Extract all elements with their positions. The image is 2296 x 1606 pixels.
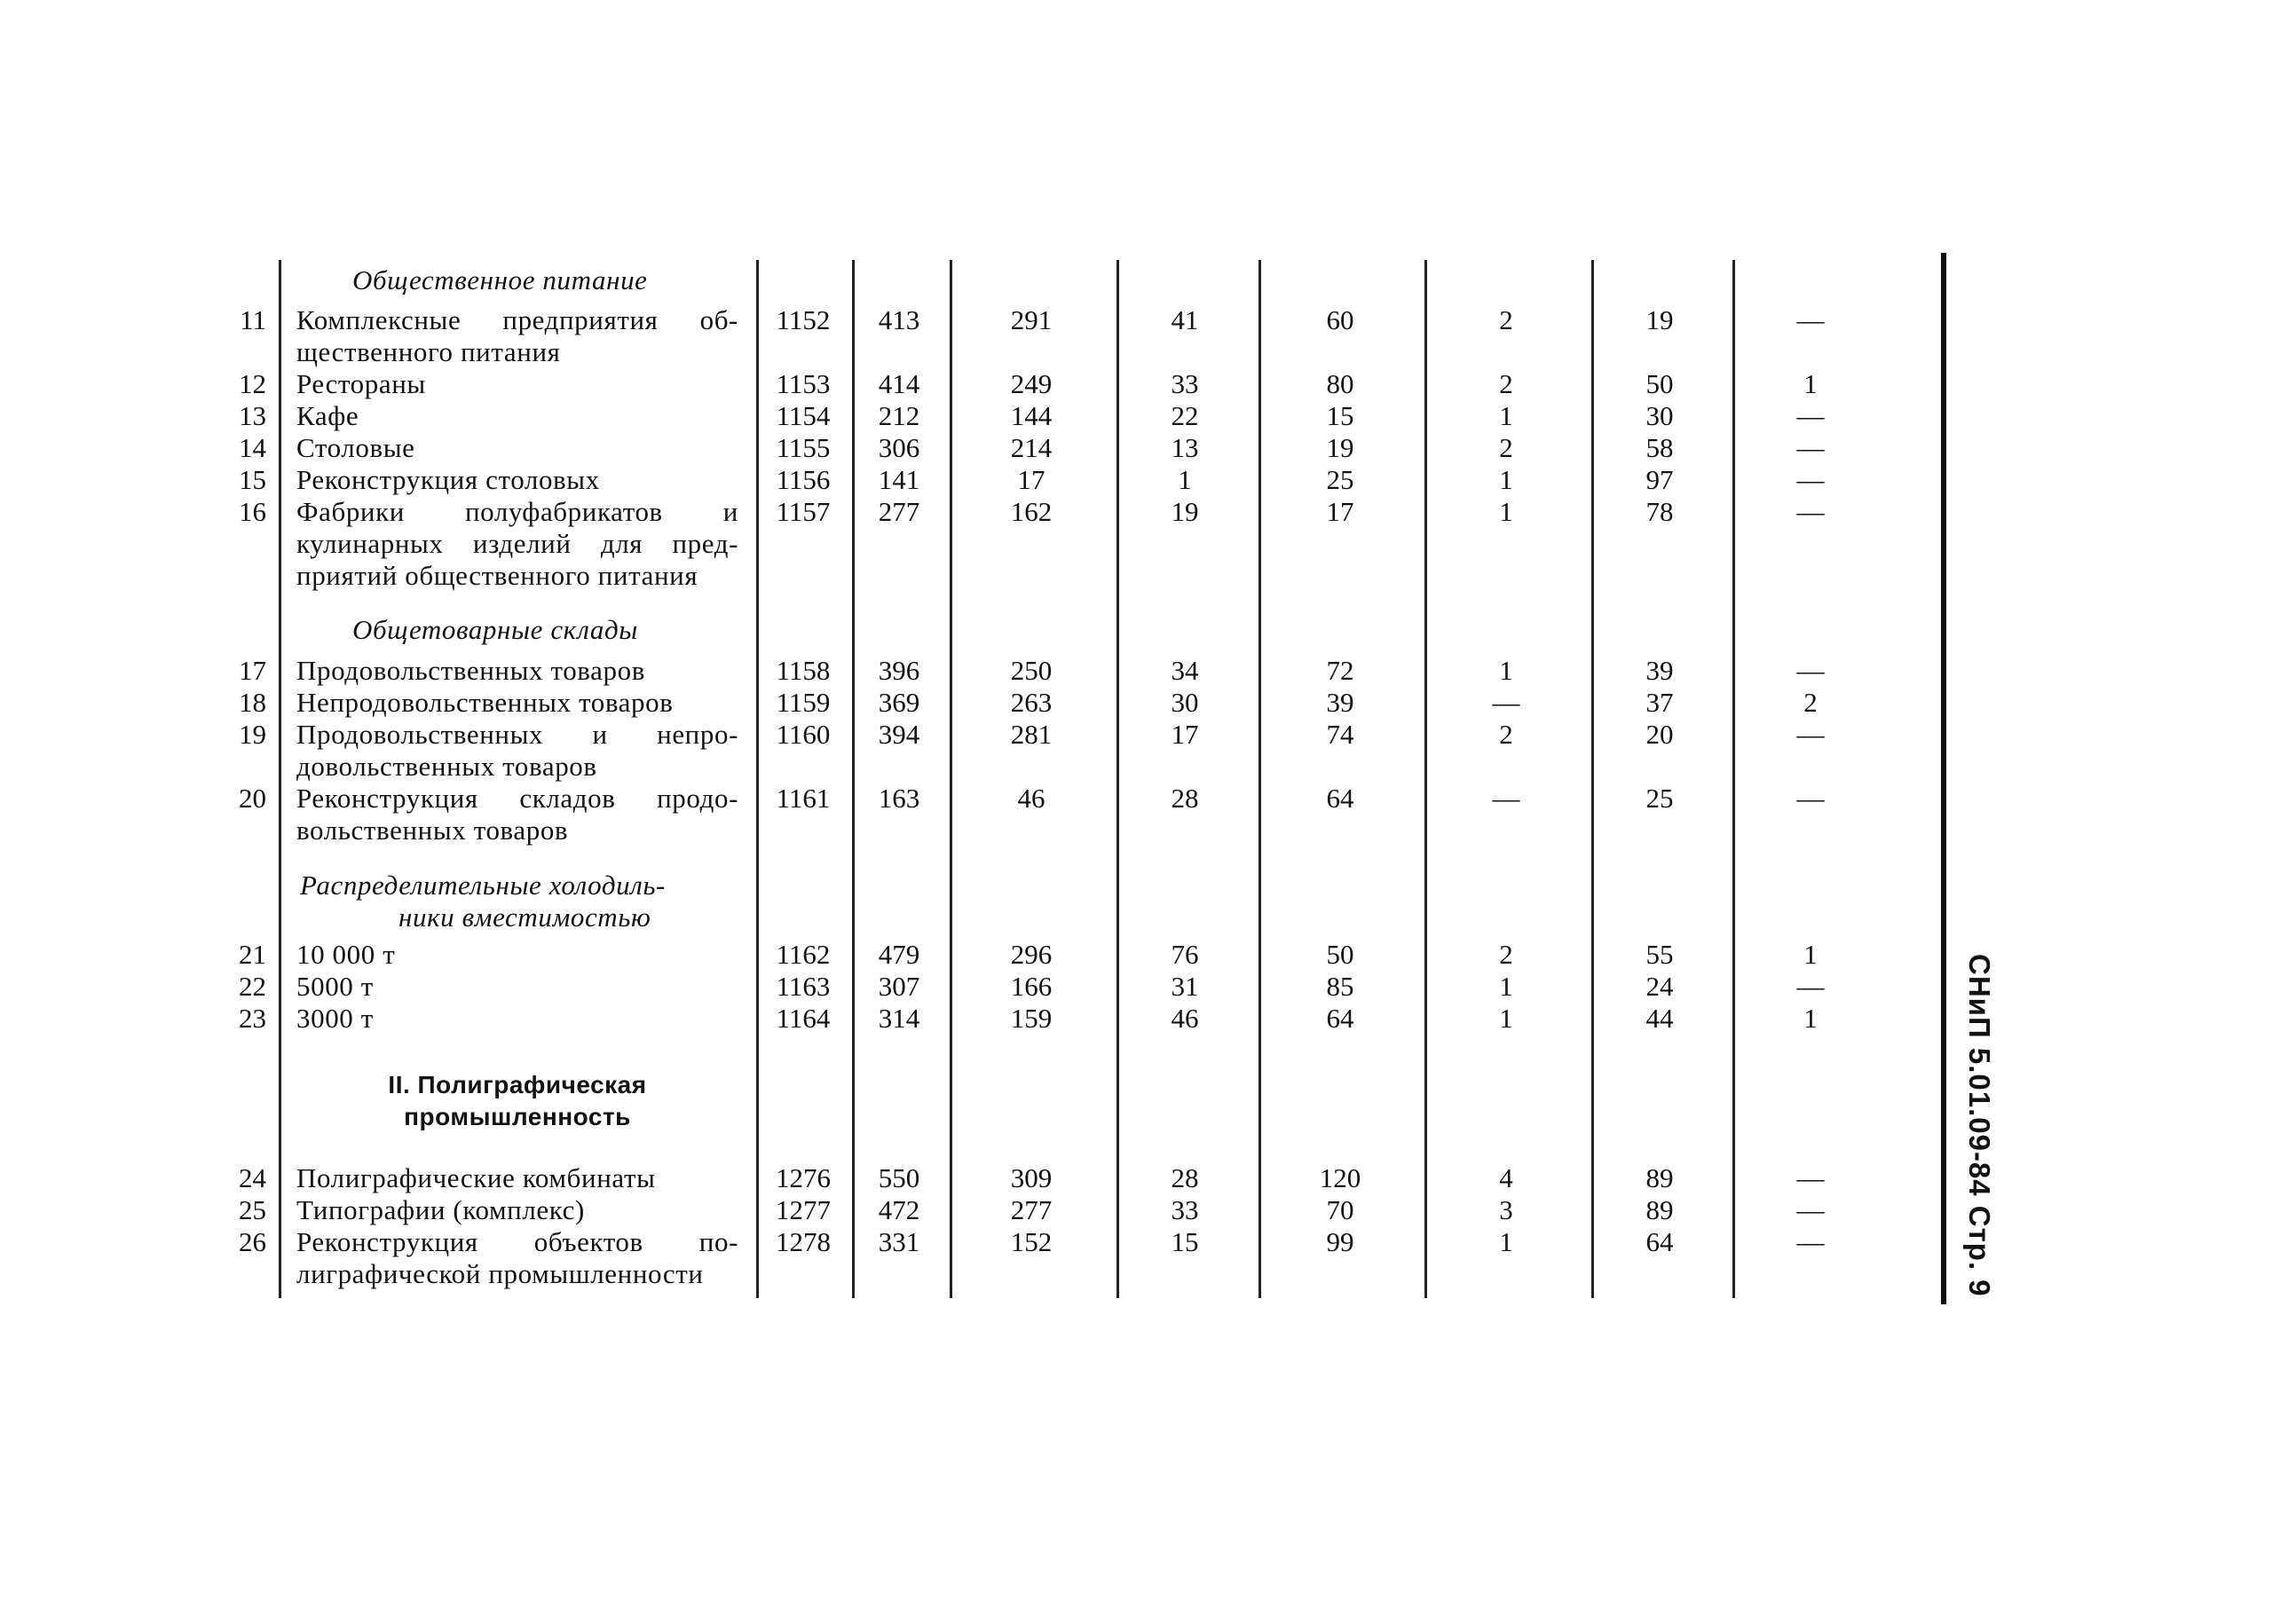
row-name-line: Типографии (комплекс) (296, 1194, 585, 1225)
cell-col-1: 1278 (776, 1226, 831, 1257)
cell-col-4: 19 (1171, 496, 1199, 527)
cell-col-7: 50 (1645, 368, 1674, 399)
cell-col-5: 74 (1326, 719, 1354, 750)
cell-col-2: 163 (878, 783, 920, 814)
row-number: 12 (239, 368, 266, 399)
column-rule (1424, 260, 1427, 1298)
cell-col-5: 80 (1326, 368, 1354, 399)
cell-col-3: 152 (1010, 1226, 1053, 1257)
row-name-line: вольственных товаров (296, 815, 569, 846)
cell-col-4: 28 (1171, 783, 1199, 814)
cell-col-7: 58 (1645, 432, 1674, 463)
cell-col-7: 55 (1645, 939, 1674, 970)
cell-col-3: 281 (1010, 719, 1053, 750)
cell-col-1: 1276 (776, 1162, 831, 1193)
cell-col-7: 97 (1645, 464, 1674, 495)
column-rule (1591, 260, 1594, 1298)
cell-col-8: — (1796, 719, 1825, 750)
cell-col-7: 37 (1645, 687, 1674, 718)
cell-col-8: — (1796, 1226, 1825, 1257)
cell-col-3: 159 (1010, 1003, 1053, 1034)
cell-col-2: 413 (878, 304, 920, 335)
cell-col-5: 70 (1326, 1194, 1354, 1225)
cell-col-4: 28 (1171, 1162, 1199, 1193)
cell-col-8: 1 (1803, 939, 1818, 970)
column-rule (852, 260, 855, 1298)
column-rule (1258, 260, 1261, 1298)
cell-col-8: — (1796, 655, 1825, 686)
cell-col-3: 249 (1010, 368, 1053, 399)
cell-col-5: 64 (1326, 783, 1354, 814)
cell-col-2: 550 (878, 1162, 920, 1193)
row-name-line: 10 000 т (296, 939, 396, 970)
cell-col-8: — (1796, 432, 1825, 463)
cell-col-7: 89 (1645, 1194, 1674, 1225)
row-name-line: кулинарных изделий для пред- (296, 528, 738, 559)
cell-col-8: 2 (1803, 687, 1818, 718)
cell-col-1: 1161 (776, 783, 831, 814)
cell-col-5: 50 (1326, 939, 1354, 970)
row-number: 21 (239, 939, 266, 970)
cell-col-8: — (1796, 400, 1825, 431)
cell-col-4: 76 (1171, 939, 1199, 970)
cell-col-3: 296 (1010, 939, 1053, 970)
section-heading-cold-line2: ники вместимостью (398, 901, 651, 933)
cell-col-7: 30 (1645, 400, 1674, 431)
column-rule (1116, 260, 1119, 1298)
row-number: 19 (239, 719, 266, 750)
cell-col-4: 17 (1171, 719, 1199, 750)
cell-col-5: 85 (1326, 971, 1354, 1002)
cell-col-7: 39 (1645, 655, 1674, 686)
cell-col-7: 64 (1645, 1226, 1674, 1257)
cell-col-8: 1 (1803, 368, 1818, 399)
cell-col-6: 1 (1499, 496, 1513, 527)
cell-col-6: 1 (1499, 1226, 1513, 1257)
cell-col-2: 212 (878, 400, 920, 431)
row-number: 22 (239, 971, 266, 1002)
cell-col-2: 306 (878, 432, 920, 463)
cell-col-6: 2 (1499, 304, 1513, 335)
cell-col-7: 25 (1645, 783, 1674, 814)
cell-col-6: 1 (1499, 655, 1513, 686)
cell-col-5: 64 (1326, 1003, 1354, 1034)
row-number: 26 (239, 1226, 266, 1257)
cell-col-1: 1159 (776, 687, 831, 718)
column-rule (756, 260, 759, 1298)
cell-col-6: 4 (1499, 1162, 1513, 1193)
row-name-line: Полиграфические комбинаты (296, 1162, 656, 1193)
cell-col-6: 1 (1499, 1003, 1513, 1034)
cell-col-6: 2 (1499, 432, 1513, 463)
cell-col-2: 479 (878, 939, 920, 970)
cell-col-7: 24 (1645, 971, 1674, 1002)
row-name-line: 5000 т (296, 971, 374, 1002)
row-number: 25 (239, 1194, 266, 1225)
row-name-line: Фабрики полуфабрикатов и (296, 496, 738, 527)
cell-col-1: 1158 (776, 655, 831, 686)
section-heading-printing-line1: II. Полиграфическая (388, 1071, 647, 1098)
cell-col-5: 39 (1326, 687, 1354, 718)
section-heading-cold-line1: Распределительные холодиль- (300, 870, 666, 901)
cell-col-1: 1155 (776, 432, 831, 463)
cell-col-5: 72 (1326, 655, 1354, 686)
column-rule (1732, 260, 1735, 1298)
right-edge-rule (1941, 253, 1946, 1304)
cell-col-4: 30 (1171, 687, 1199, 718)
row-number: 14 (239, 432, 266, 463)
row-name-line: щественного питания (296, 336, 561, 367)
cell-col-2: 141 (878, 464, 920, 495)
cell-col-4: 41 (1171, 304, 1199, 335)
cell-col-2: 369 (878, 687, 920, 718)
cell-col-1: 1152 (776, 304, 831, 335)
row-name-line: Реконструкция столовых (296, 464, 600, 495)
cell-col-1: 1157 (776, 496, 831, 527)
section-heading-warehouses: Общетоварные склады (352, 614, 638, 645)
row-number: 18 (239, 687, 266, 718)
cell-col-8: — (1796, 304, 1825, 335)
cell-col-8: — (1796, 496, 1825, 527)
cell-col-6: 2 (1499, 368, 1513, 399)
cell-col-2: 277 (878, 496, 920, 527)
section-heading-printing-line2: промышленность (404, 1103, 631, 1130)
cell-col-4: 33 (1171, 368, 1199, 399)
row-name-line: Продовольственных товаров (296, 655, 645, 686)
cell-col-6: 1 (1499, 400, 1513, 431)
cell-col-5: 25 (1326, 464, 1354, 495)
cell-col-2: 394 (878, 719, 920, 750)
row-number: 11 (240, 304, 266, 335)
cell-col-3: 17 (1017, 464, 1045, 495)
cell-col-5: 19 (1326, 432, 1354, 463)
cell-col-6: — (1492, 687, 1520, 718)
row-number: 24 (239, 1162, 266, 1193)
cell-col-5: 60 (1326, 304, 1354, 335)
row-name-line: Продовольственных и непро- (296, 719, 738, 750)
cell-col-6: 1 (1499, 464, 1513, 495)
row-name-line: приятий общественного питания (296, 560, 698, 591)
cell-col-1: 1277 (776, 1194, 831, 1225)
cell-col-5: 99 (1326, 1226, 1354, 1257)
cell-col-8: 1 (1803, 1003, 1818, 1034)
cell-col-3: 166 (1010, 971, 1053, 1002)
row-name-line: 3000 т (296, 1003, 374, 1034)
cell-col-3: 277 (1010, 1194, 1053, 1225)
cell-col-6: 2 (1499, 719, 1513, 750)
cell-col-4: 22 (1171, 400, 1199, 431)
cell-col-4: 1 (1178, 464, 1192, 495)
cell-col-3: 144 (1010, 400, 1053, 431)
cell-col-4: 46 (1171, 1003, 1199, 1034)
cell-col-3: 263 (1010, 687, 1053, 718)
row-number: 17 (239, 655, 266, 686)
cell-col-4: 34 (1171, 655, 1199, 686)
cell-col-5: 17 (1326, 496, 1354, 527)
cell-col-4: 13 (1171, 432, 1199, 463)
cell-col-7: 19 (1645, 304, 1674, 335)
cell-col-7: 78 (1645, 496, 1674, 527)
row-number: 15 (239, 464, 266, 495)
cell-col-3: 162 (1010, 496, 1053, 527)
cell-col-2: 314 (878, 1003, 920, 1034)
cell-col-1: 1162 (776, 939, 831, 970)
document-side-caption: СНиП 5.01.09-84 Стр. 9 (1963, 954, 1996, 1297)
cell-col-6: 2 (1499, 939, 1513, 970)
row-number: 23 (239, 1003, 266, 1034)
section-heading-food: Общественное питание (352, 264, 648, 295)
cell-col-5: 15 (1326, 400, 1354, 431)
cell-col-4: 33 (1171, 1194, 1199, 1225)
cell-col-2: 472 (878, 1194, 920, 1225)
cell-col-7: 89 (1645, 1162, 1674, 1193)
row-number: 13 (239, 400, 266, 431)
cell-col-8: — (1796, 971, 1825, 1002)
cell-col-3: 214 (1010, 432, 1053, 463)
cell-col-3: 250 (1010, 655, 1053, 686)
cell-col-7: 20 (1645, 719, 1674, 750)
cell-col-3: 291 (1010, 304, 1053, 335)
cell-col-6: 1 (1499, 971, 1513, 1002)
cell-col-2: 396 (878, 655, 920, 686)
cell-col-2: 307 (878, 971, 920, 1002)
cell-col-6: 3 (1499, 1194, 1513, 1225)
cell-col-6: — (1492, 783, 1520, 814)
cell-col-1: 1164 (776, 1003, 831, 1034)
row-number: 16 (239, 496, 266, 527)
row-name-line: Столовые (296, 432, 415, 463)
cell-col-1: 1153 (776, 368, 831, 399)
cell-col-4: 15 (1171, 1226, 1199, 1257)
row-name-line: довольственных товаров (296, 751, 597, 782)
cell-col-4: 31 (1171, 971, 1199, 1002)
cell-col-3: 309 (1010, 1162, 1053, 1193)
cell-col-2: 414 (878, 368, 920, 399)
cell-col-1: 1156 (776, 464, 831, 495)
cell-col-7: 44 (1645, 1003, 1674, 1034)
cell-col-1: 1160 (776, 719, 831, 750)
cell-col-8: — (1796, 464, 1825, 495)
row-name-line: Непродовольственных товаров (296, 687, 674, 718)
row-name-line: Реконструкция складов продо- (296, 783, 738, 814)
cell-col-1: 1163 (776, 971, 831, 1002)
row-name-line: Кафе (296, 400, 359, 431)
cell-col-5: 120 (1319, 1162, 1361, 1193)
cell-col-8: — (1796, 1162, 1825, 1193)
column-rule (279, 260, 281, 1298)
column-rule (950, 260, 952, 1298)
row-name-line: лиграфической промышленности (296, 1258, 704, 1289)
row-name-line: Реконструкция объектов по- (296, 1226, 738, 1257)
row-name-line: Комплексные предприятия об- (296, 304, 738, 335)
cell-col-8: — (1796, 783, 1825, 814)
cell-col-1: 1154 (776, 400, 831, 431)
cell-col-8: — (1796, 1194, 1825, 1225)
cell-col-3: 46 (1017, 783, 1045, 814)
row-name-line: Рестораны (296, 368, 426, 399)
row-number: 20 (239, 783, 266, 814)
cell-col-2: 331 (878, 1226, 920, 1257)
